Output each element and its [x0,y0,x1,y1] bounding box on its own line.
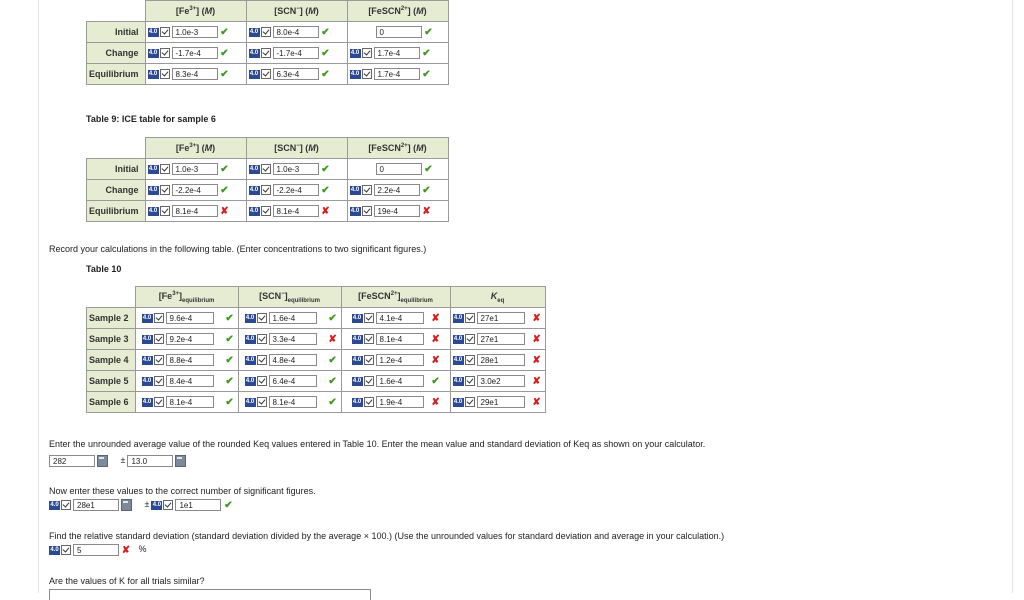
checkbox-icon[interactable] [465,397,475,407]
answer-input[interactable]: -1.7e-4 [273,47,319,59]
correct-icon: ✔ [220,163,229,175]
checkbox-icon[interactable] [160,69,170,79]
ice-cell [246,22,347,43]
incorrect-icon: ✘ [532,396,541,408]
score-badge: 4.0 [148,28,158,35]
checkbox-icon[interactable] [257,313,267,323]
checkbox-icon[interactable] [257,334,267,344]
answer-input[interactable]: 6.3e-4 [273,68,319,80]
correct-icon: ✔ [225,354,234,366]
incorrect-icon: ✘ [532,312,541,324]
score-badge: 4.0 [142,356,152,363]
sigfig-mean-input[interactable]: 28e1 [73,499,119,511]
answer-input[interactable]: 9.6e-4 [166,312,214,324]
score-badge: 4.0 [249,70,259,77]
answer-input[interactable]: 1.6e-4 [376,375,424,387]
answer-input[interactable]: 8.3e-4 [172,68,218,80]
checkbox-icon[interactable] [364,334,374,344]
sigfig-stdev-input[interactable]: 1e1 [175,499,221,511]
checkbox-icon[interactable] [465,334,475,344]
calc-cell [450,371,545,392]
col-header-keq: $K_{eq}$ [450,287,545,308]
score-badge: 4.0 [148,207,158,214]
checkbox-icon[interactable] [154,376,164,386]
answer-input[interactable]: 9.2e-4 [166,333,214,345]
correct-icon: ✔ [424,26,433,38]
checkbox-icon[interactable] [465,313,475,323]
answer-input[interactable]: 8.8e-4 [166,354,214,366]
ice-cell [347,64,448,85]
answer-input[interactable]: 4.8e-4 [269,354,317,366]
correct-icon: ✔ [225,333,234,345]
ice-row [87,43,449,64]
correct-icon: ✔ [225,396,234,408]
incorrect-icon: ✘ [431,396,440,408]
correct-icon: ✔ [422,47,431,59]
answer-input[interactable]: 1.7e-4 [374,47,420,59]
answer-input[interactable]: 27e1 [477,312,525,324]
correct-icon: ✔ [220,26,229,38]
answer-input[interactable]: 8.4e-4 [166,375,214,387]
checkbox-icon[interactable] [257,376,267,386]
checkbox-icon[interactable] [160,185,170,195]
table-row [87,308,546,329]
score-badge: 4.0 [245,377,255,384]
incorrect-icon: ✘ [532,375,541,387]
row-label: Sample 4 [87,350,136,371]
calc-cell [341,350,450,371]
score-badge: 4.0 [249,165,259,172]
correct-icon: ✔ [328,312,337,324]
correct-icon: ✔ [328,396,337,408]
row-label: Sample 6 [87,392,136,413]
record-instruction: Record your calculations in the following table. (Enter concentrations to two significant figures.) [49,244,427,254]
ice-cell [246,43,347,64]
average-row [49,455,186,467]
col-header-fe: $[Fe^{3+}]$ (M) [145,138,246,159]
score-badge: 4.0 [350,207,360,214]
correct-icon: ✔ [328,375,337,387]
stdev-input[interactable]: 13.0 [127,455,173,467]
ice-cell [347,22,448,43]
calculator-icon[interactable] [121,499,132,511]
score-badge: 4.0 [453,377,463,384]
correct-icon: ✔ [225,375,234,387]
answer-input[interactable]: 8.1e-4 [376,333,424,345]
table-row [87,371,546,392]
correct-icon: ✔ [321,68,330,80]
table10 [86,286,546,413]
sigfig-row [49,499,234,511]
calc-cell [341,308,450,329]
score-badge: 4.0 [152,501,162,508]
ice-cell [347,43,448,64]
calculator-icon[interactable] [97,455,108,467]
calc-cell [450,308,545,329]
checkbox-icon[interactable] [465,355,475,365]
score-badge: 4.0 [245,356,255,363]
ice-row [87,180,449,201]
calc-cell [450,350,545,371]
answer-input[interactable]: 1.7e-4 [374,68,420,80]
answer-input[interactable]: 8.1e-4 [273,205,319,217]
right-gutter-line [1012,0,1013,593]
ice-cell [246,180,347,201]
score-badge: 4.0 [249,49,259,56]
ice-cell [246,64,347,85]
answer-input[interactable]: 1.0e-3 [172,163,218,175]
score-badge: 4.0 [148,49,158,56]
calc-cell [341,392,450,413]
correct-icon: ✔ [224,499,233,511]
incorrect-icon: ✘ [532,333,541,345]
answer-input[interactable]: 27e1 [477,333,525,345]
ice-cell [145,64,246,85]
score-badge: 4.0 [352,398,362,405]
checkbox-icon[interactable] [160,27,170,37]
answer-input[interactable]: 8.1e-4 [166,396,214,408]
table10-caption: Table 10 [86,264,122,274]
answer-input[interactable]: 0 [376,163,422,175]
plus-minus: ± [120,455,126,466]
correct-icon: ✔ [225,312,234,324]
calc-cell [135,392,238,413]
score-badge: 4.0 [148,70,158,77]
answer-input[interactable]: 1.0e-3 [172,26,218,38]
checkbox-icon[interactable] [261,206,271,216]
row-label: Sample 5 [87,371,136,392]
mean-input[interactable]: 282 [49,455,95,467]
score-badge: 4.0 [453,314,463,321]
checkbox-icon[interactable] [261,164,271,174]
row-label: Initial [87,159,146,180]
row-label: Equilibrium [87,201,146,222]
calc-cell [135,308,238,329]
answer-input[interactable]: -1.7e-4 [172,47,218,59]
checkbox-icon[interactable] [160,48,170,58]
score-badge: 4.0 [453,356,463,363]
checkbox-icon[interactable] [160,206,170,216]
calc-cell [341,371,450,392]
sigfig-instruction: Now enter these values to the correct number of significant figures. [49,486,316,496]
correct-icon: ✔ [321,47,330,59]
answer-input[interactable]: 8.0e-4 [273,26,319,38]
checkbox-icon[interactable] [154,313,164,323]
score-badge: 4.0 [249,186,259,193]
answer-input[interactable]: 2.2e-4 [374,184,420,196]
score-badge: 4.0 [148,186,158,193]
row-label: Change [87,180,146,201]
correct-icon: ✔ [321,184,330,196]
table-row [87,329,546,350]
rsd-row [49,544,147,556]
score-badge: 4.0 [352,314,362,321]
col-header-fescn: [FeSCN$^{2+}$] (M) [347,1,448,22]
score-badge: 4.0 [142,398,152,405]
percent-unit: % [138,544,147,555]
answer-input[interactable]: 0 [376,26,422,38]
calc-cell [450,392,545,413]
checkbox-icon[interactable] [364,313,374,323]
incorrect-icon: ✘ [431,333,440,345]
score-badge: 4.0 [249,207,259,214]
incorrect-icon: ✘ [321,205,330,217]
calculator-icon[interactable] [175,455,186,467]
ice-cell [145,159,246,180]
checkbox-icon[interactable] [364,397,374,407]
table-row [87,350,546,371]
correct-icon: ✔ [321,26,330,38]
checkbox-icon[interactable] [261,69,271,79]
ice-row [87,22,449,43]
col-header-scn: [SCN−] (M) [246,138,347,159]
incorrect-icon: ✘ [121,544,131,556]
answer-input[interactable]: 3.3e-4 [269,333,317,345]
score-badge: 4.0 [453,398,463,405]
calc-cell [450,329,545,350]
answer-input[interactable]: 6.4e-4 [269,375,317,387]
ice-cell [145,201,246,222]
rsd-instruction: Find the relative standard deviation (standard deviation divided by the average × 100.) (Use the unrounded values for standard deviation and average in your calculation.) [49,531,725,541]
checkbox-icon[interactable] [364,355,374,365]
checkbox-icon[interactable] [261,27,271,37]
col-header-scn: [SCN−] (M) [246,1,347,22]
row-label: Sample 2 [87,308,136,329]
checkbox-icon[interactable] [261,48,271,58]
checkbox-icon[interactable] [154,334,164,344]
ice-cell [246,201,347,222]
table9-caption: Table 9: ICE table for sample 6 [86,114,216,124]
answer-input[interactable]: 1.2e-4 [376,354,424,366]
score-badge: 4.0 [148,165,158,172]
score-badge: 4.0 [352,356,362,363]
calc-cell [238,308,341,329]
ice-table-sample6 [86,137,449,222]
answer-input[interactable]: 1.9e-4 [376,396,424,408]
ice-row [87,159,449,180]
similar-answer-select[interactable] [49,589,371,600]
correct-icon: ✔ [220,68,229,80]
answer-input[interactable]: 8.1e-4 [172,205,218,217]
checkbox-icon[interactable] [61,545,71,555]
correct-icon: ✔ [431,375,440,387]
score-badge: 4.0 [50,501,59,508]
answer-input[interactable]: 28e1 [477,354,525,366]
checkbox-icon[interactable] [61,500,71,510]
ice-cell [145,22,246,43]
answer-input[interactable]: -2.2e-4 [172,184,218,196]
incorrect-icon: ✘ [422,205,431,217]
calc-cell [341,329,450,350]
answer-input[interactable]: 3.0e2 [477,375,525,387]
checkbox-icon[interactable] [362,48,372,58]
ice-cell [347,201,448,222]
checkbox-icon[interactable] [364,376,374,386]
calc-cell [135,350,238,371]
score-badge: 4.0 [352,377,362,384]
score-badge: 4.0 [350,49,360,56]
ice-cell [145,43,246,64]
correct-icon: ✔ [424,163,433,175]
correct-icon: ✔ [422,68,431,80]
ice-cell [145,180,246,201]
col-header-fe: $[Fe^{3+}]$ (M) [145,1,246,22]
correct-icon: ✔ [220,184,229,196]
similar-question: Are the values of K for all trials similar? [49,576,205,586]
score-badge: 4.0 [350,186,360,193]
row-label: Change [87,43,146,64]
answer-input[interactable]: 1.0e-3 [273,163,319,175]
score-badge: 4.0 [249,28,259,35]
calc-cell [238,371,341,392]
checkbox-icon[interactable] [261,185,271,195]
checkbox-icon[interactable] [257,397,267,407]
checkbox-icon[interactable] [362,206,372,216]
plus-minus: ± [144,499,150,510]
incorrect-icon: ✘ [220,205,229,217]
answer-input[interactable]: 8.1e-4 [269,396,317,408]
checkbox-icon[interactable] [257,355,267,365]
score-badge: 4.0 [350,70,360,77]
checkbox-icon[interactable] [154,355,164,365]
score-badge: 4.0 [142,314,152,321]
ice-cell [347,159,448,180]
ice-row [87,64,449,85]
checkbox-icon[interactable] [160,164,170,174]
left-gutter-line [38,0,39,593]
ice-cell [347,180,448,201]
table-row [87,392,546,413]
correct-icon: ✔ [422,184,431,196]
correct-icon: ✔ [321,163,330,175]
answer-input[interactable]: 19e-4 [374,205,420,217]
checkbox-icon[interactable] [362,185,372,195]
checkbox-icon[interactable] [154,397,164,407]
incorrect-icon: ✘ [431,312,440,324]
answer-input[interactable]: 4.1e-4 [376,312,424,324]
ice-table-top [86,0,449,85]
answer-input[interactable]: 1.6e-4 [269,312,317,324]
col-header-scn-eq: $[SCN^-]_{equilibrium}$ [238,287,341,308]
score-badge: 4.0 [142,377,152,384]
row-label: Initial [87,22,146,43]
score-badge: 4.0 [352,335,362,342]
rsd-input[interactable]: 5 [73,544,119,556]
score-badge: 4.0 [245,335,255,342]
incorrect-icon: ✘ [532,354,541,366]
calc-cell [238,392,341,413]
correct-icon: ✔ [220,47,229,59]
answer-input[interactable]: 29e1 [477,396,525,408]
col-header-fe-eq: $[Fe^{3+}]_{equilibrium}$ [135,287,238,308]
incorrect-icon: ✘ [328,333,337,345]
checkbox-icon[interactable] [362,69,372,79]
checkbox-icon[interactable] [465,376,475,386]
checkbox-icon[interactable] [163,500,173,510]
calc-cell [238,350,341,371]
score-badge: 4.0 [245,314,255,321]
col-header-fescn: [FeSCN$^{2+}$] (M) [347,138,448,159]
ice-row [87,201,449,222]
col-header-fescn-eq: $[FeSCN^{2+}]_{equilibrium}$ [341,287,450,308]
calc-cell [135,329,238,350]
answer-input[interactable]: -2.2e-4 [273,184,319,196]
average-instruction: Enter the unrounded average value of the rounded Keq values entered in Table 10. Enter the mean value and standard deviation of Keq as shown on your calculator. [49,439,706,449]
score-badge: 4.0 [142,335,152,342]
ice-cell [246,159,347,180]
row-label: Sample 3 [87,329,136,350]
correct-icon: ✔ [328,354,337,366]
incorrect-icon: ✘ [431,354,440,366]
score-badge: 4.0 [245,398,255,405]
row-label: Equilibrium [87,64,146,85]
calc-cell [135,371,238,392]
calc-cell [238,329,341,350]
score-badge: 4.0 [50,546,59,553]
score-badge: 4.0 [453,335,463,342]
